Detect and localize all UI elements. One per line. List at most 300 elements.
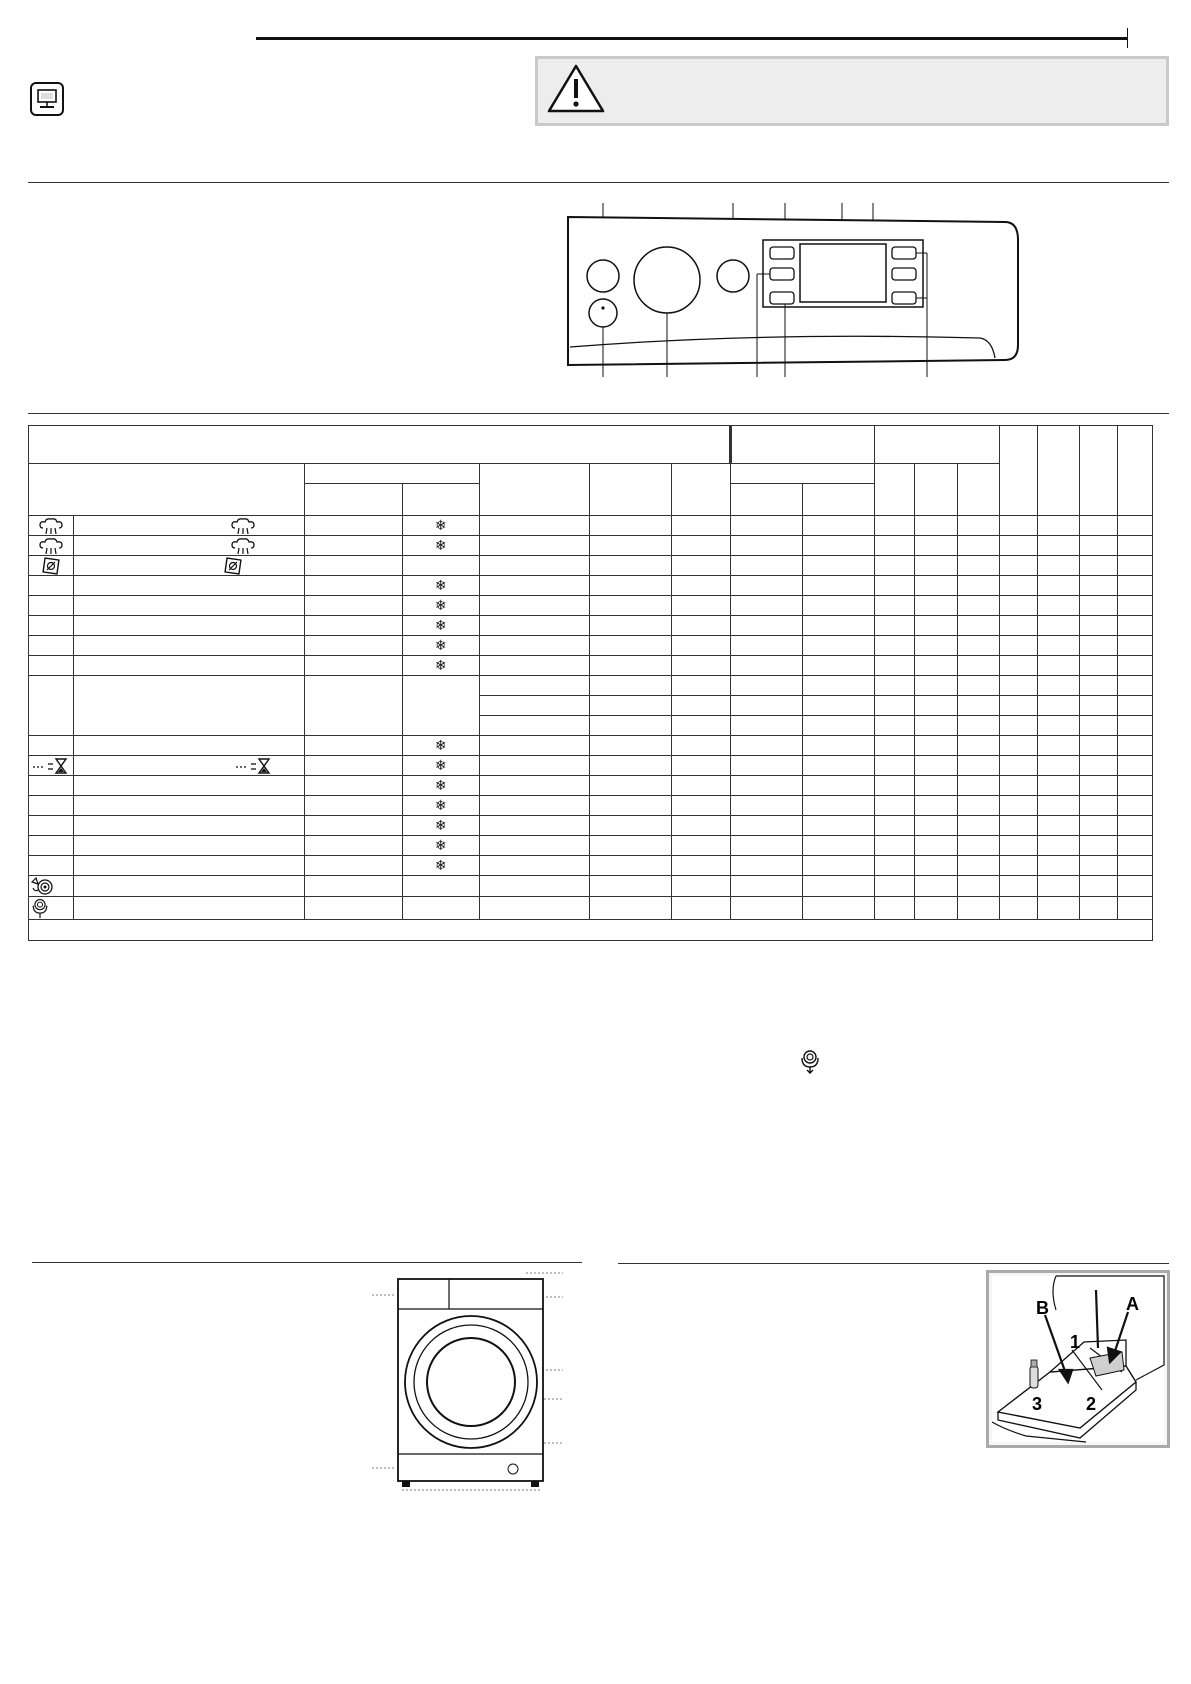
table-cell xyxy=(1117,576,1152,596)
table-cell xyxy=(1000,716,1038,736)
table-cell xyxy=(803,836,874,856)
table-cell xyxy=(479,656,589,676)
table-cell xyxy=(1038,516,1079,536)
table-cell xyxy=(914,696,957,716)
header-rule xyxy=(256,37,1128,40)
table-cell xyxy=(1038,696,1079,716)
table-cell xyxy=(1117,536,1152,556)
table-cell xyxy=(1000,696,1038,716)
table-cell xyxy=(914,776,957,796)
table-cell xyxy=(479,596,589,616)
table-cell xyxy=(671,776,730,796)
table-cell xyxy=(1117,636,1152,656)
table-cell xyxy=(803,616,874,636)
table-cell xyxy=(590,776,671,796)
table-cell xyxy=(590,836,671,856)
table-cell xyxy=(1038,676,1079,696)
header-cell xyxy=(671,464,730,516)
table-cell xyxy=(731,856,803,876)
table-header-row-2 xyxy=(29,464,1153,484)
table-cell xyxy=(803,636,874,656)
table-cell xyxy=(914,636,957,656)
header-cell xyxy=(305,484,402,516)
table-cell xyxy=(671,756,730,776)
table-cell xyxy=(479,856,589,876)
table-cell xyxy=(874,756,914,776)
table-cell xyxy=(29,676,74,736)
table-cell xyxy=(74,796,305,816)
table-cell xyxy=(914,897,957,920)
table-cell xyxy=(1000,876,1038,897)
section-rule-4 xyxy=(618,1263,1169,1264)
table-cell xyxy=(305,516,402,536)
table-cell xyxy=(803,716,874,736)
table-row xyxy=(29,897,1153,920)
table-row xyxy=(29,776,1153,796)
table-cell xyxy=(29,836,74,856)
table-cell xyxy=(1000,776,1038,796)
table-cell xyxy=(671,536,730,556)
header-cell xyxy=(402,484,479,516)
table-cell xyxy=(671,596,730,616)
time-icon xyxy=(234,757,274,775)
snowflake-icon: ❄ xyxy=(434,597,447,613)
header-cell xyxy=(1079,426,1117,516)
table-cell xyxy=(914,576,957,596)
snowflake-icon: ❄ xyxy=(434,577,447,593)
table-cell xyxy=(1000,736,1038,756)
table-cell xyxy=(1117,716,1152,736)
table-cell xyxy=(29,516,74,536)
table-cell xyxy=(590,816,671,836)
table-cell xyxy=(29,776,74,796)
table-cell xyxy=(402,516,479,536)
snowflake-icon: ❄ xyxy=(434,757,447,773)
table-cell xyxy=(1079,876,1117,897)
table-cell xyxy=(1000,536,1038,556)
detergent-drawer-figure xyxy=(986,1270,1170,1448)
table-cell xyxy=(590,796,671,816)
table-cell xyxy=(74,856,305,876)
table-cell xyxy=(1038,796,1079,816)
table-cell xyxy=(74,636,305,656)
table-cell xyxy=(305,656,402,676)
table-cell xyxy=(1000,636,1038,656)
washing-machine-front-view xyxy=(368,1265,568,1497)
table-cell xyxy=(731,676,803,696)
table-cell xyxy=(803,776,874,796)
table-cell xyxy=(402,676,479,736)
table-cell xyxy=(671,716,730,736)
table-cell xyxy=(402,556,479,576)
table-cell xyxy=(74,516,305,536)
table-cell xyxy=(74,616,305,636)
table-cell xyxy=(874,836,914,856)
table-cell xyxy=(479,776,589,796)
table-cell xyxy=(874,776,914,796)
header-cell xyxy=(874,426,1000,464)
table-cell xyxy=(671,636,730,656)
table-cell xyxy=(731,656,803,676)
table-cell xyxy=(731,636,803,656)
rinse-spin-icon xyxy=(29,876,55,896)
table-cell xyxy=(1079,576,1117,596)
table-row xyxy=(29,676,1153,696)
table-cell xyxy=(1117,676,1152,696)
table-cell xyxy=(671,616,730,636)
table-cell xyxy=(1079,856,1117,876)
section-rule-1 xyxy=(28,182,1169,183)
table-cell xyxy=(914,756,957,776)
table-cell xyxy=(1117,596,1152,616)
table-cell xyxy=(590,516,671,536)
table-cell xyxy=(958,736,1000,756)
header-cell xyxy=(874,464,914,516)
table-row xyxy=(29,796,1153,816)
snowflake-icon: ❄ xyxy=(434,617,447,633)
table-cell xyxy=(1038,736,1079,756)
table-cell xyxy=(1000,616,1038,636)
table-cell xyxy=(803,876,874,897)
table-cell xyxy=(958,556,1000,576)
table-cell xyxy=(305,816,402,836)
table-cell xyxy=(74,876,305,897)
table-cell xyxy=(874,556,914,576)
table-cell xyxy=(1117,736,1152,756)
table-cell xyxy=(914,856,957,876)
table-cell xyxy=(1117,897,1152,920)
table-cell xyxy=(731,836,803,856)
table-cell xyxy=(803,796,874,816)
table-cell xyxy=(479,676,589,696)
table-cell xyxy=(1038,656,1079,676)
table-row xyxy=(29,836,1153,856)
table-cell xyxy=(29,796,74,816)
table-cell xyxy=(29,816,74,836)
table-cell xyxy=(479,716,589,736)
table-cell xyxy=(731,897,803,920)
table-cell xyxy=(958,716,1000,736)
table-cell xyxy=(914,716,957,736)
header-cell xyxy=(1000,426,1038,516)
table-cell xyxy=(958,876,1000,897)
table-cell xyxy=(1079,897,1117,920)
table-cell xyxy=(914,736,957,756)
table-cell xyxy=(671,856,730,876)
table-cell xyxy=(305,576,402,596)
snowflake-icon: ❄ xyxy=(434,857,447,873)
snowflake-icon: ❄ xyxy=(434,737,447,753)
table-cell xyxy=(1117,616,1152,636)
table-cell xyxy=(958,756,1000,776)
table-cell xyxy=(74,756,305,776)
table-cell xyxy=(590,536,671,556)
table-cell xyxy=(731,736,803,756)
table-cell xyxy=(479,796,589,816)
table-cell xyxy=(958,596,1000,616)
table-cell xyxy=(1079,716,1117,736)
snowflake-icon: ❄ xyxy=(434,837,447,853)
table-row xyxy=(29,756,1153,776)
table-cell xyxy=(874,856,914,876)
table-cell xyxy=(590,636,671,656)
table-cell xyxy=(914,796,957,816)
table-cell xyxy=(671,897,730,920)
table-cell xyxy=(874,576,914,596)
table-cell xyxy=(803,576,874,596)
table-cell xyxy=(671,676,730,696)
table-cell xyxy=(29,876,74,897)
table-cell xyxy=(479,636,589,656)
table-cell xyxy=(74,897,305,920)
table-cell xyxy=(29,756,74,776)
header-cell xyxy=(731,464,875,484)
table-cell xyxy=(479,836,589,856)
table-cell xyxy=(671,656,730,676)
snowflake-icon: ❄ xyxy=(434,537,447,553)
table-cell xyxy=(402,897,479,920)
table-cell xyxy=(731,716,803,736)
table-cell xyxy=(590,616,671,636)
table-cell xyxy=(803,736,874,756)
table-cell xyxy=(958,516,1000,536)
table-cell xyxy=(731,536,803,556)
table-cell xyxy=(731,776,803,796)
table-cell xyxy=(74,536,305,556)
table-cell xyxy=(671,816,730,836)
table-cell xyxy=(402,856,479,876)
control-panel-diagram xyxy=(560,200,1030,385)
table-cell xyxy=(671,876,730,897)
program-table xyxy=(28,425,1153,941)
table-cell xyxy=(1079,836,1117,856)
table-cell xyxy=(305,596,402,616)
header-cell xyxy=(1117,426,1152,516)
table-cell xyxy=(1079,816,1117,836)
table-cell xyxy=(1079,756,1117,776)
table-cell xyxy=(731,756,803,776)
table-cell xyxy=(1000,556,1038,576)
table-cell xyxy=(1000,796,1038,816)
warning-box xyxy=(535,56,1169,126)
table-cell xyxy=(874,516,914,536)
snowflake-icon: ❄ xyxy=(434,817,447,833)
table-cell xyxy=(402,636,479,656)
table-cell xyxy=(305,636,402,656)
table-cell xyxy=(479,556,589,576)
table-cell xyxy=(874,536,914,556)
table-cell xyxy=(914,536,957,556)
table-cell xyxy=(958,856,1000,876)
label-2: 2 xyxy=(1086,1394,1097,1414)
steam-icon xyxy=(230,517,256,535)
table-cell xyxy=(731,556,803,576)
table-row xyxy=(29,816,1153,836)
table-cell xyxy=(731,616,803,636)
table-cell xyxy=(1038,636,1079,656)
table-cell xyxy=(74,656,305,676)
table-cell xyxy=(29,656,74,676)
table-cell xyxy=(305,776,402,796)
table-row xyxy=(29,536,1153,556)
table-cell xyxy=(402,656,479,676)
table-footer-note xyxy=(29,920,1153,941)
table-cell xyxy=(1117,556,1152,576)
table-cell xyxy=(590,897,671,920)
table-cell xyxy=(74,576,305,596)
table-cell xyxy=(1117,816,1152,836)
table-cell xyxy=(74,596,305,616)
table-cell xyxy=(305,676,402,736)
table-cell xyxy=(1117,516,1152,536)
table-cell xyxy=(305,796,402,816)
table-cell xyxy=(1038,576,1079,596)
table-cell xyxy=(402,796,479,816)
table-cell xyxy=(671,736,730,756)
table-cell xyxy=(958,836,1000,856)
table-cell xyxy=(1117,836,1152,856)
table-cell xyxy=(1000,756,1038,776)
table-cell xyxy=(29,536,74,556)
table-cell xyxy=(74,736,305,756)
table-cell xyxy=(914,556,957,576)
table-cell xyxy=(803,556,874,576)
table-cell xyxy=(1079,676,1117,696)
table-cell xyxy=(671,576,730,596)
table-cell xyxy=(803,816,874,836)
table-cell xyxy=(731,516,803,536)
table-cell xyxy=(958,796,1000,816)
table-cell xyxy=(402,616,479,636)
table-cell xyxy=(29,736,74,756)
table-cell xyxy=(590,756,671,776)
table-cell xyxy=(1038,876,1079,897)
header-cell xyxy=(914,464,957,516)
table-cell xyxy=(958,536,1000,556)
table-cell xyxy=(479,516,589,536)
table-cell xyxy=(803,536,874,556)
table-row xyxy=(29,576,1153,596)
table-cell xyxy=(1000,897,1038,920)
table-cell xyxy=(29,636,74,656)
table-cell xyxy=(479,576,589,596)
table-cell xyxy=(958,576,1000,596)
table-cell xyxy=(671,696,730,716)
table-cell xyxy=(914,596,957,616)
table-cell xyxy=(914,516,957,536)
table-cell xyxy=(874,616,914,636)
table-cell xyxy=(1038,596,1079,616)
table-cell xyxy=(1079,696,1117,716)
table-cell xyxy=(1117,696,1152,716)
table-cell xyxy=(1038,556,1079,576)
table-cell xyxy=(958,696,1000,716)
table-cell xyxy=(402,576,479,596)
table-cell xyxy=(479,536,589,556)
table-cell xyxy=(874,796,914,816)
table-cell xyxy=(803,856,874,876)
table-cell xyxy=(671,556,730,576)
table-row xyxy=(29,616,1153,636)
table-cell xyxy=(1000,596,1038,616)
table-cell xyxy=(1038,536,1079,556)
label-b: B xyxy=(1036,1298,1049,1318)
table-cell xyxy=(305,756,402,776)
table-cell xyxy=(305,736,402,756)
table-cell xyxy=(874,897,914,920)
table-cell xyxy=(590,856,671,876)
table-header-row-1 xyxy=(29,426,1153,464)
table-cell xyxy=(731,876,803,897)
table-cell xyxy=(29,556,74,576)
table-cell xyxy=(1000,676,1038,696)
drain-icon xyxy=(29,897,51,919)
table-cell xyxy=(74,836,305,856)
table-cell xyxy=(914,816,957,836)
table-cell xyxy=(74,776,305,796)
table-cell xyxy=(874,816,914,836)
table-cell xyxy=(402,836,479,856)
table-cell xyxy=(914,676,957,696)
table-cell xyxy=(479,616,589,636)
table-cell xyxy=(803,897,874,920)
table-cell xyxy=(305,856,402,876)
table-cell xyxy=(914,616,957,636)
table-cell xyxy=(671,836,730,856)
table-cell xyxy=(874,656,914,676)
table-cell xyxy=(731,576,803,596)
table-cell xyxy=(590,596,671,616)
table-row xyxy=(29,596,1153,616)
table-cell xyxy=(874,696,914,716)
table-cell xyxy=(958,656,1000,676)
table-cell xyxy=(479,816,589,836)
table-cell xyxy=(590,556,671,576)
table-cell xyxy=(803,656,874,676)
table-cell xyxy=(803,696,874,716)
table-cell xyxy=(590,736,671,756)
header-cell xyxy=(29,426,731,464)
section-rule-3 xyxy=(32,1262,582,1263)
time-icon xyxy=(31,757,71,775)
table-cell xyxy=(1079,616,1117,636)
table-cell xyxy=(1079,536,1117,556)
table-cell xyxy=(479,876,589,897)
drain-icon xyxy=(798,1048,822,1074)
table-cell xyxy=(1000,856,1038,876)
table-cell xyxy=(958,636,1000,656)
table-cell xyxy=(590,696,671,716)
table-cell xyxy=(1079,556,1117,576)
table-cell xyxy=(29,596,74,616)
table-cell xyxy=(305,556,402,576)
table-cell xyxy=(1117,796,1152,816)
table-row xyxy=(29,856,1153,876)
table-cell xyxy=(874,716,914,736)
header-cell xyxy=(731,484,803,516)
table-cell xyxy=(1038,856,1079,876)
table-cell xyxy=(1079,596,1117,616)
table-cell xyxy=(914,836,957,856)
table-cell xyxy=(874,596,914,616)
table-cell xyxy=(1117,856,1152,876)
header-cell xyxy=(803,484,874,516)
header-rule-tick xyxy=(1127,28,1128,48)
table-cell xyxy=(1000,656,1038,676)
table-row xyxy=(29,636,1153,656)
table-cell xyxy=(1117,776,1152,796)
table-cell xyxy=(1117,876,1152,897)
